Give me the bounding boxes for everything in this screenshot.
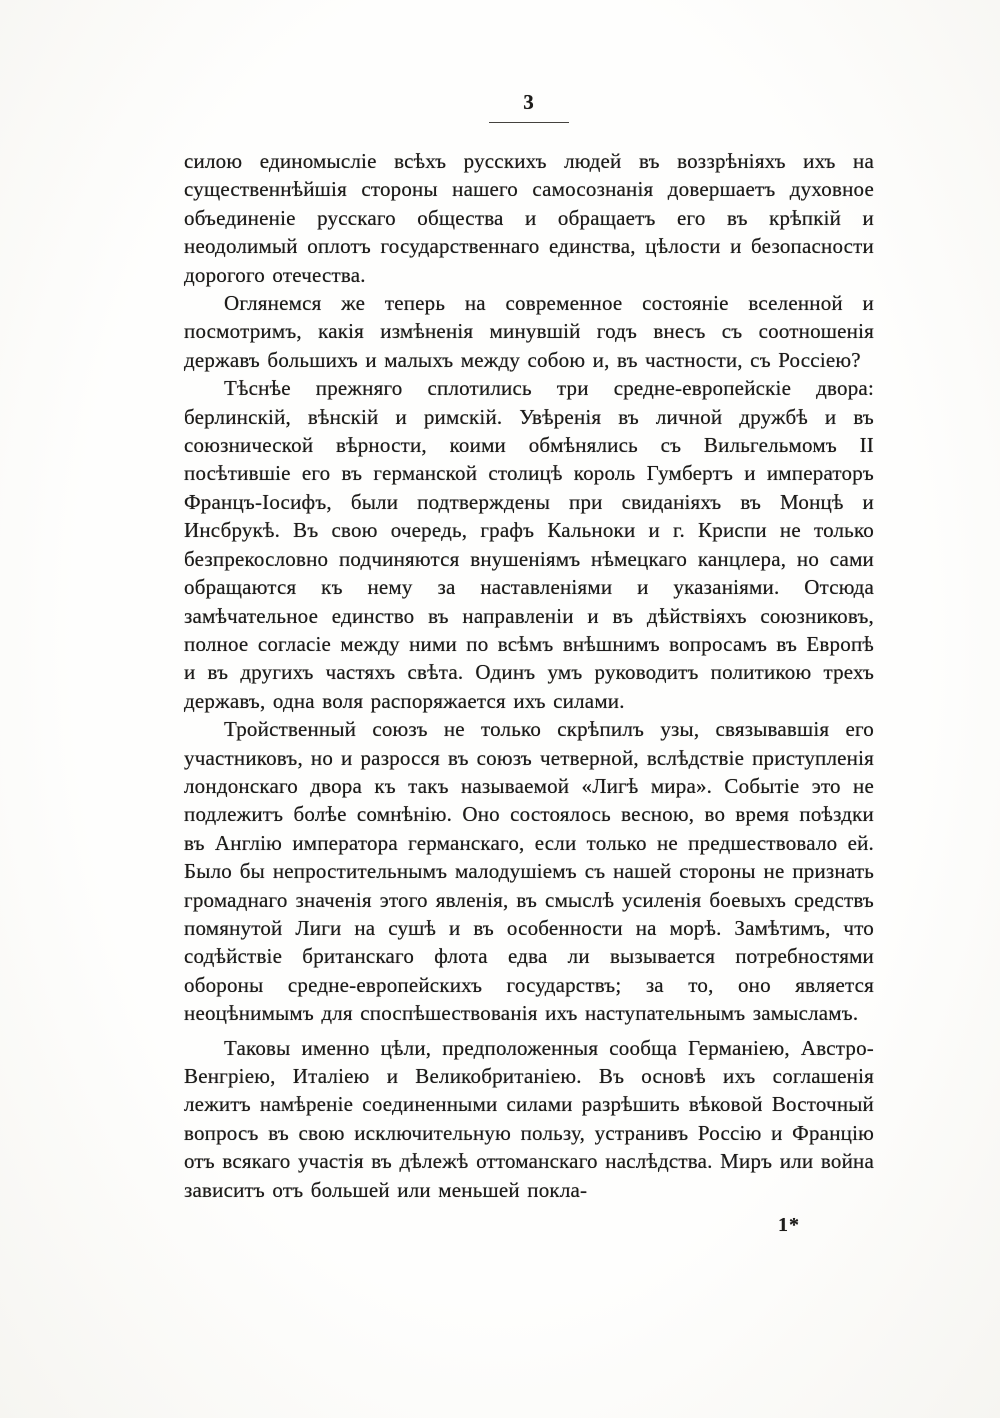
page-number: 3 <box>489 90 569 123</box>
signature-mark: 1* <box>778 1214 800 1237</box>
page-header <box>184 90 874 123</box>
paragraph-4: Тройственный союзъ не только скрѣпилъ узы, связывавшія его участниковъ, но и разросся въ союзъ четверной, вслѣдствіе приступленія лондонскаго двора къ такъ называемой «Лигѣ мира». Событіе это не подлежитъ болѣе сомнѣнію. Оно состоялось весною, во время поѣздки въ Англію императора германскаго, если только не предшествовало ей. Было бы непростительнымъ малодушіемъ съ нашей стороны не признать громаднаго значенія этого явленія, въ смыслѣ усиленія боевыхъ средствъ помянутой Лиги на сушѣ и въ особенности на морѣ. Замѣтимъ, что содѣйствіе британскаго флота едва ли вызывается потребностями обороны средне-европейскихъ государствъ; за то, оно является неоцѣнимымъ для споспѣшествованія ихъ наступательнымъ замысламъ. <box>184 717 874 1026</box>
page-footer <box>184 1214 874 1237</box>
paragraph-2: Оглянемся же теперь на современное состояніе вселенной и посмотримъ, какія измѣненія минувшій годъ внесъ съ соотношенія державъ большихъ и малыхъ между собою и, въ частности, съ Россіею? <box>184 291 874 372</box>
paragraph-5: Таковы именно цѣли, предположенныя сообща Германіею, Австро-Венгріею, Италіею и Великобританіею. Въ основѣ ихъ соглашенія лежитъ намѣреніе соединенными силами разрѣшить вѣковой Восточный вопросъ въ свою исключительную пользу, устранивъ Россію и Францію отъ всякаго участія въ дѣлежѣ оттоманскаго наслѣдства. Миръ или война зависитъ отъ большей или меньшей покла- <box>184 1035 874 1202</box>
paragraph-continuation: силою единомысліе всѣхъ русскихъ людей въ воззрѣніяхъ ихъ на существеннѣйшія стороны нашего самосознанія довершаетъ духовное объединеніе русскаго общества и обращаетъ его въ крѣпкій и неодолимый оплотъ государственнаго единства, цѣлости и безопасности дорогого отечества. <box>184 149 874 287</box>
page-text-block <box>184 147 874 1204</box>
paragraph-3: Тѣснѣе прежняго сплотились три средне-европейскіе двора: берлинскій, вѣнскій и римскій. Увѣренія въ личной дружбѣ и въ союзнической вѣрности, коими обмѣнялись съ Вильгельмомъ II посѣтившіе его въ германской столицѣ король Гумбертъ и императоръ Францъ-Іосифъ, были подтверждены при свиданіяхъ въ Монцѣ и Инсбрукѣ. Въ свою очередь, графъ Кальноки и г. Криспи не только безпрекословно подчиняются внушеніямъ нѣмецкаго канцлера, но сами обращаются къ нему за наставленіями и указаніями. Отсюда замѣчательное единство въ направленіи и въ дѣйствіяхъ союзниковъ, полное согласіе между ними по всѣмъ внѣшнимъ вопросамъ въ Европѣ и въ другихъ частяхъ свѣта. Одинъ умъ руководитъ политикою трехъ державъ, одна воля распоряжается ихъ силами. <box>184 376 874 713</box>
